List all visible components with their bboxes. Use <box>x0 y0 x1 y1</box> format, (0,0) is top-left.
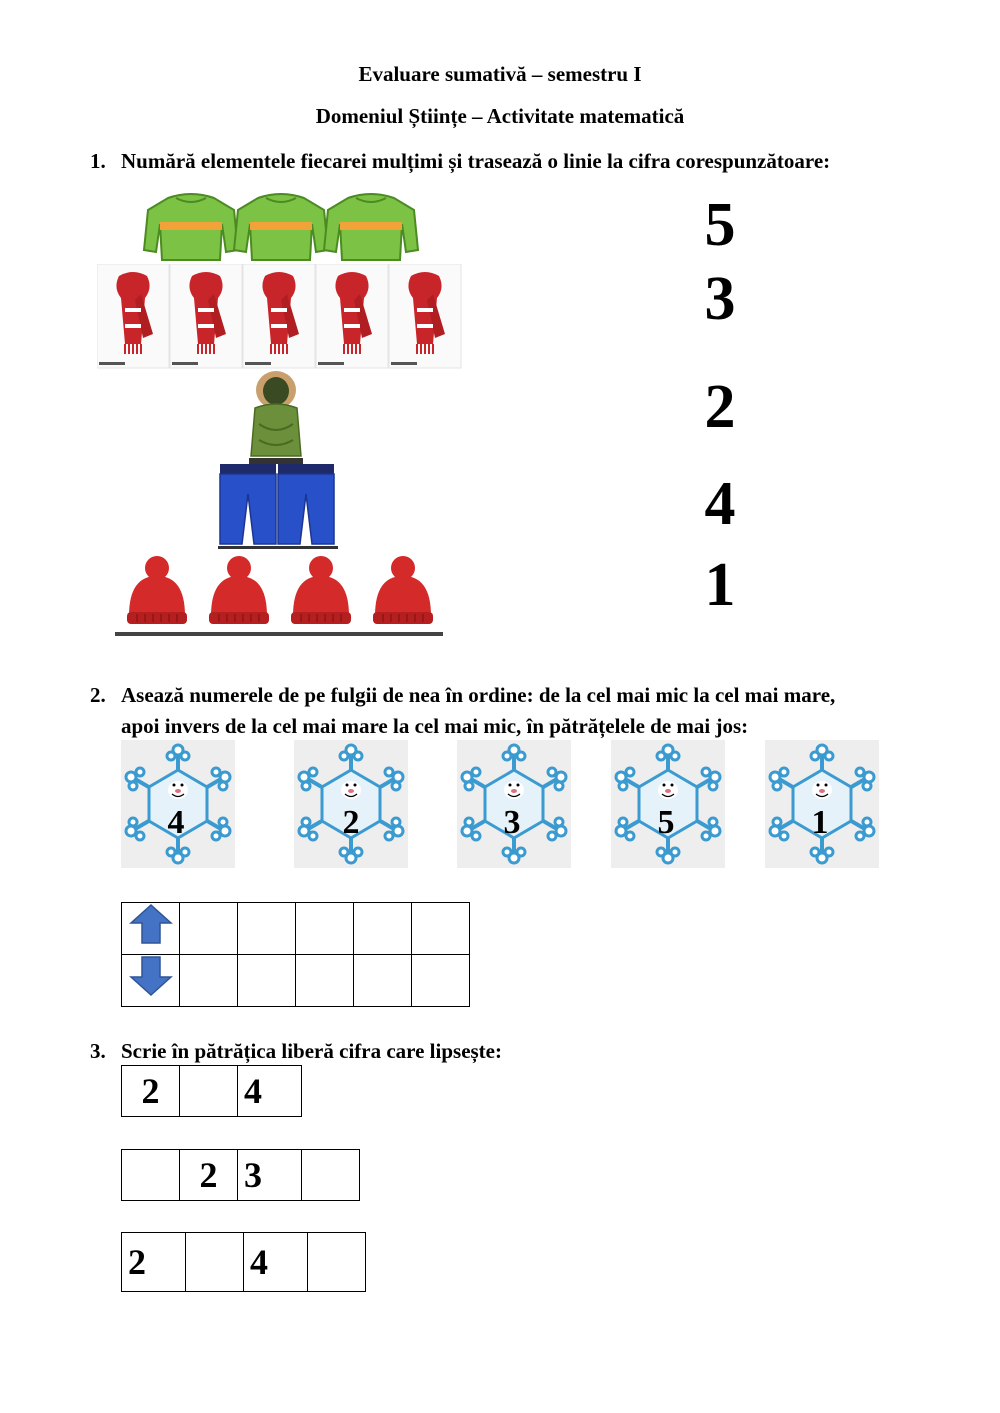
sequence-row-2 <box>121 1149 360 1201</box>
snowflake-number: 5 <box>657 804 675 841</box>
task-text-continued: apoi invers de la cel mai mare la cel mai mic, în pătrățelele de mai jos: <box>121 714 749 738</box>
sequence-cell: 3 <box>238 1150 302 1201</box>
sequence-cell: 2 <box>122 1233 186 1292</box>
snowflake-number: 2 <box>342 804 360 841</box>
sequence-row-3 <box>121 1232 366 1292</box>
snowflake-card <box>121 740 235 868</box>
page-subtitle: Domeniul Științe – Activitate matematică <box>315 104 685 128</box>
answer-cell[interactable] <box>238 955 296 1007</box>
winter-jacket-set <box>245 370 307 473</box>
sequence-blank-cell[interactable] <box>308 1233 366 1292</box>
sequence-cell: 2 <box>122 1066 180 1117</box>
answer-cell[interactable] <box>412 903 470 955</box>
digit-option: 4 <box>704 470 736 538</box>
sequence-cell: 4 <box>244 1233 308 1292</box>
snowflake-number: 3 <box>503 804 521 841</box>
task-1-instruction <box>90 146 830 177</box>
snowflake-card <box>294 740 408 868</box>
task-number: 1. <box>90 149 106 173</box>
knit-hat-set <box>115 552 445 645</box>
ascending-row <box>122 903 470 955</box>
descending-row <box>122 955 470 1007</box>
sequence-cell: 2 <box>180 1150 238 1201</box>
sequence-blank-cell[interactable] <box>180 1066 238 1117</box>
digit-option: 5 <box>704 191 736 259</box>
digit-option: 2 <box>704 373 736 441</box>
answer-cell[interactable] <box>238 903 296 955</box>
knit-hat-icon <box>115 552 445 640</box>
arrow-down-icon <box>129 955 173 997</box>
scarf-set <box>97 264 463 377</box>
ordering-grid <box>121 902 470 1007</box>
snowflake-card <box>457 740 571 868</box>
answer-cell[interactable] <box>354 903 412 955</box>
sequence-blank-cell[interactable] <box>122 1150 180 1201</box>
sequence-blank-cell[interactable] <box>186 1233 244 1292</box>
task-2-instruction <box>90 680 835 742</box>
snowflake-card <box>611 740 725 868</box>
answer-cell[interactable] <box>296 903 354 955</box>
snowflake-number: 1 <box>811 804 829 841</box>
scarf-icon <box>97 264 463 372</box>
arrow-up-icon <box>129 903 173 945</box>
arrow-cell <box>122 903 180 955</box>
digit-option: 1 <box>704 551 736 619</box>
page-title: Evaluare sumativă – semestru I <box>358 62 642 86</box>
sweater-icon <box>140 186 420 264</box>
winter-jacket-icon <box>245 370 307 468</box>
answer-cell[interactable] <box>412 955 470 1007</box>
task-number: 2. <box>90 683 106 707</box>
task-text: Numără elementele fiecarei mulțimi și trasează o linie la cifra corespunzătoare: <box>121 149 831 173</box>
pants-icon <box>218 462 338 550</box>
snowflake-card <box>765 740 879 868</box>
task-text: Scrie în pătrățica liberă cifra care lipsește: <box>121 1039 502 1063</box>
pants-set <box>218 462 338 555</box>
snowflake-number: 4 <box>167 804 185 841</box>
answer-cell[interactable] <box>180 903 238 955</box>
sequence-row-1 <box>121 1065 302 1117</box>
sequence-blank-cell[interactable] <box>302 1150 360 1201</box>
task-number: 3. <box>90 1039 106 1063</box>
arrow-cell <box>122 955 180 1007</box>
digit-option: 3 <box>704 265 736 333</box>
answer-cell[interactable] <box>354 955 412 1007</box>
answer-cell[interactable] <box>296 955 354 1007</box>
task-3-instruction <box>90 1036 502 1067</box>
task-text: Asează numerele de pe fulgii de nea în ordine: de la cel mai mic la cel mai mare, <box>121 683 836 707</box>
sequence-cell: 4 <box>238 1066 302 1117</box>
answer-cell[interactable] <box>180 955 238 1007</box>
sweater-set <box>140 186 420 269</box>
